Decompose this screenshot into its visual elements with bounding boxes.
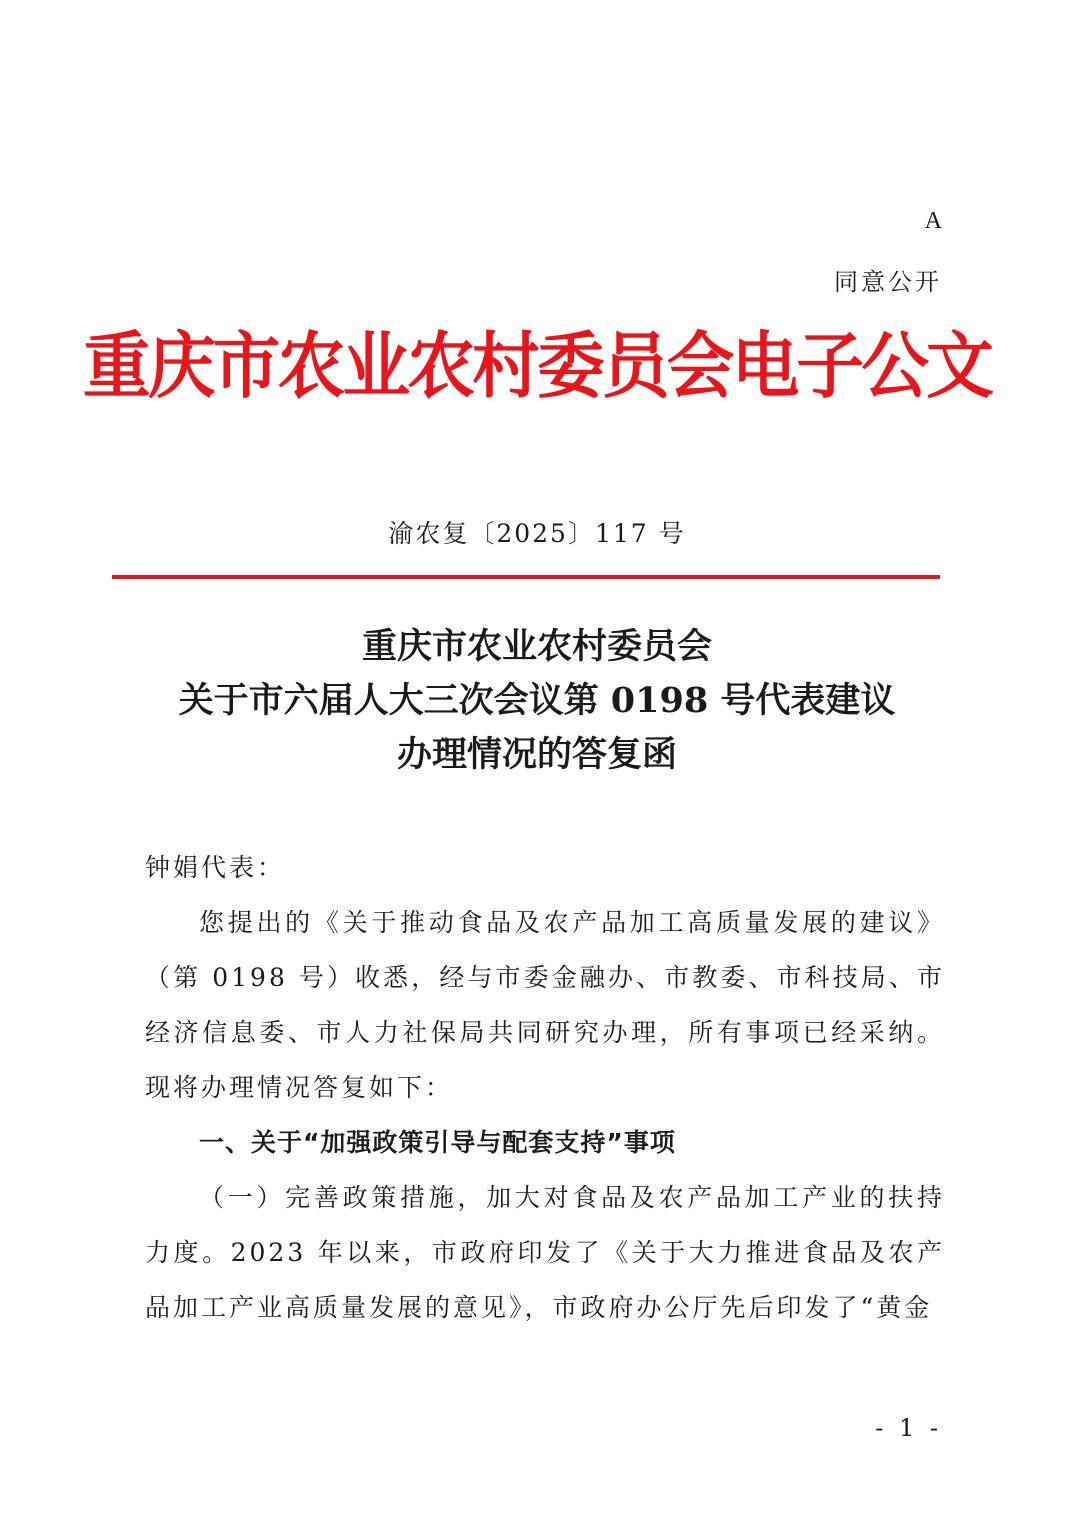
classification-mark: A: [924, 208, 942, 234]
red-divider: [112, 575, 940, 579]
disclosure-label: 同意公开: [834, 268, 942, 296]
page-number: - 1 -: [875, 1414, 942, 1442]
title-line-3: 办理情况的答复函: [396, 734, 677, 775]
document-number: 渝农复〔2025〕117 号: [388, 519, 686, 548]
section-heading-1: 一、关于“加强政策引导与配套支持”事项: [199, 1128, 676, 1157]
title-line-2: 关于市六届人大三次会议第 0198 号代表建议: [178, 680, 896, 721]
body-paragraph-2: （一）完善政策措施，加大对食品及农产品加工产业的扶持力度。2023 年以来，市政府印发了《关于大力推进食品及农产品加工产业高质量发展的意见》，市政府办公厅先后印发了“黄金: [145, 1183, 945, 1322]
body-paragraph-1: 您提出的《关于推动食品及农产品加工高质量发展的建议》（第 0198 号）收悉，经与市委金融办、市教委、市科技局、市经济信息委、市人力社保局共同研究办理，所有事项已经采纳。现将办理情况答复如下：: [145, 908, 945, 1102]
letter-body: [145, 840, 945, 1335]
title-line-1: 重庆市农业农村委员会: [361, 626, 712, 667]
masthead-title: 重庆市农业农村委员会电子公文: [82, 324, 992, 408]
document-title: [0, 620, 1074, 782]
salutation: 钟娟代表：: [145, 853, 286, 882]
